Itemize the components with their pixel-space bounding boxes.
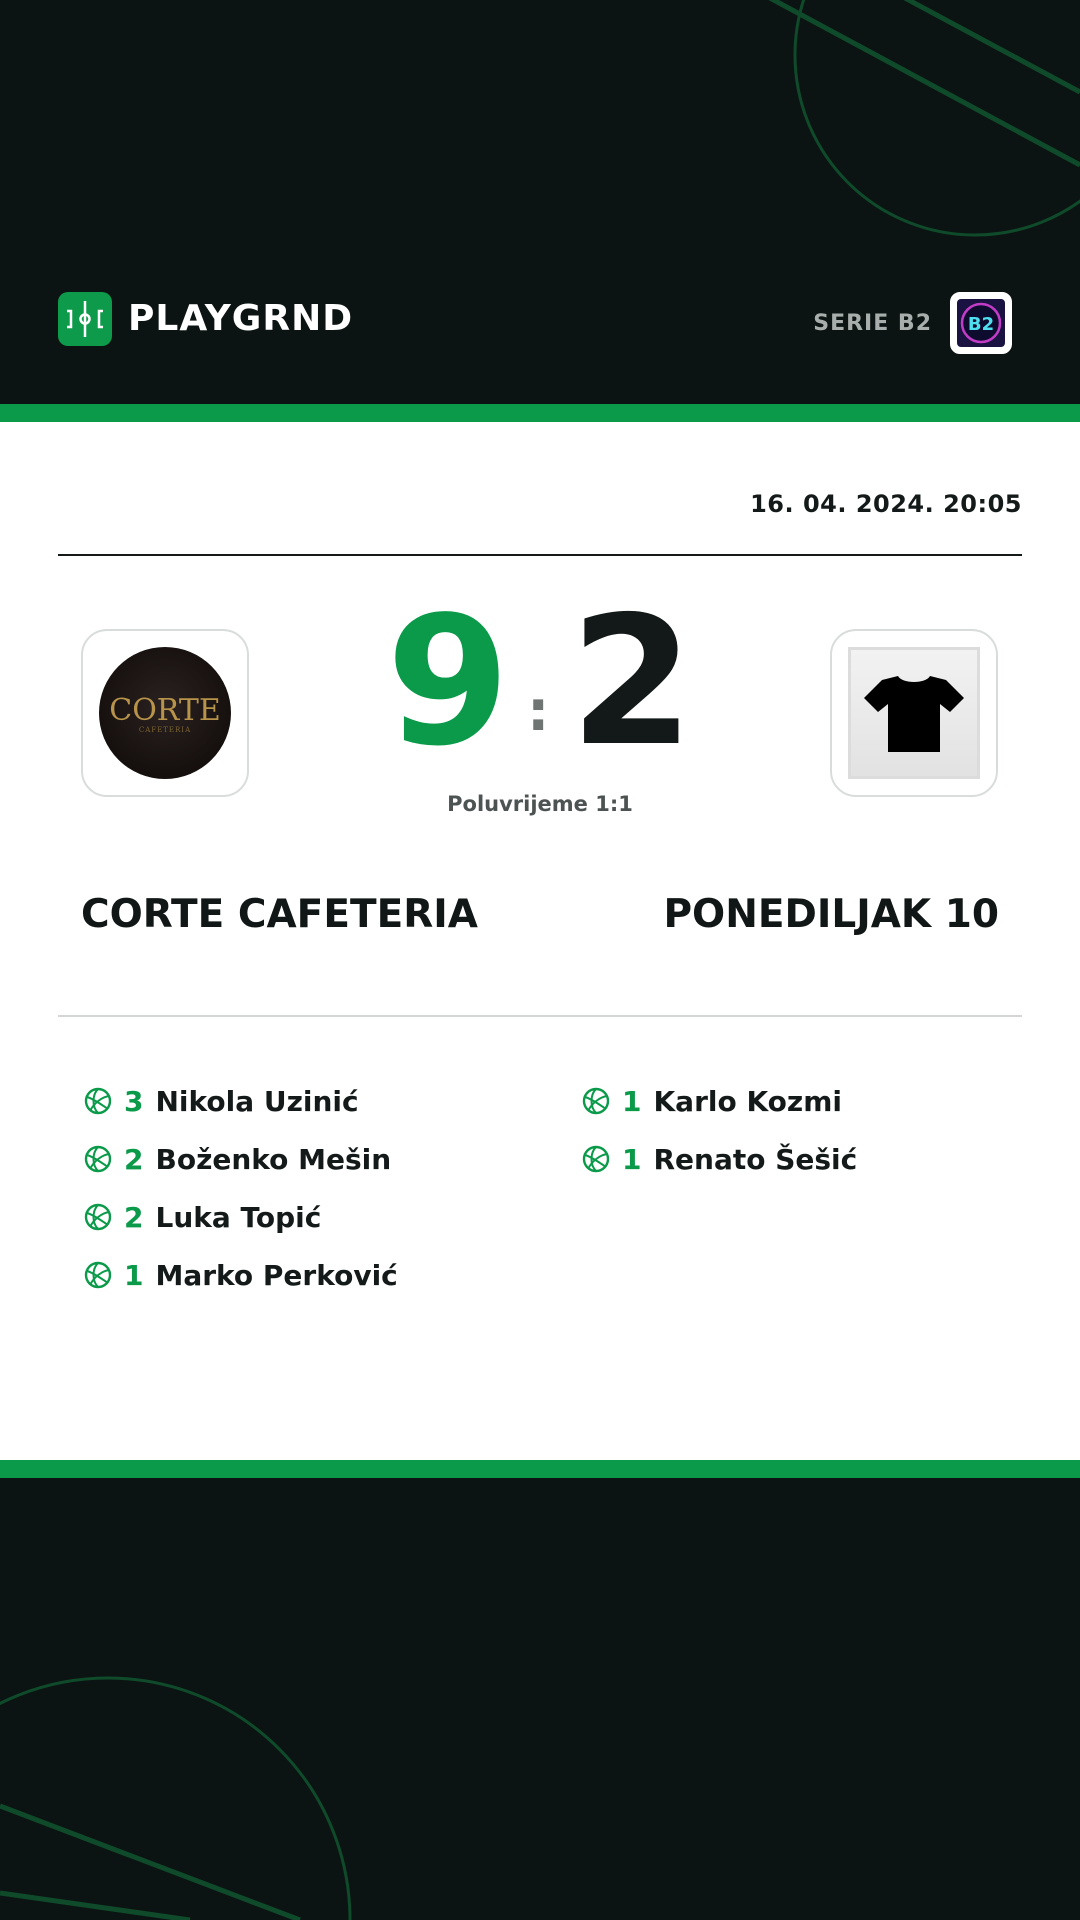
halftime-score: Poluvrijeme 1:1 bbox=[447, 792, 633, 816]
player-name: Boženko Mešin bbox=[155, 1142, 392, 1176]
soccer-ball-icon bbox=[84, 1203, 112, 1231]
player-name: Nikola Uzinić bbox=[155, 1084, 359, 1118]
scorer-row bbox=[84, 1246, 398, 1304]
away-team-logo bbox=[830, 629, 998, 797]
divider bbox=[58, 1015, 1022, 1017]
shirt-icon bbox=[848, 647, 980, 779]
league-badge-text: B2 bbox=[967, 314, 995, 335]
pitch-icon bbox=[58, 292, 112, 346]
player-name: Marko Perković bbox=[155, 1258, 398, 1292]
soccer-ball-icon bbox=[582, 1087, 610, 1115]
goal-count: 1 bbox=[622, 1142, 642, 1176]
home-scorers-list bbox=[84, 1072, 398, 1304]
home-score: 9 bbox=[386, 578, 510, 785]
player-name: Karlo Kozmi bbox=[653, 1084, 842, 1118]
away-scorers-list bbox=[582, 1072, 857, 1188]
soccer-ball-icon bbox=[84, 1087, 112, 1115]
player-name: Luka Topić bbox=[155, 1200, 322, 1234]
brand bbox=[58, 291, 353, 346]
goal-count: 1 bbox=[124, 1258, 144, 1292]
scorer-row bbox=[84, 1188, 398, 1246]
home-logo-text: CORTE bbox=[109, 692, 221, 728]
scorer-row bbox=[84, 1130, 398, 1188]
soccer-ball-icon bbox=[582, 1145, 610, 1173]
scorer-row bbox=[84, 1072, 398, 1130]
league bbox=[813, 292, 1012, 354]
soccer-ball-icon bbox=[84, 1261, 112, 1289]
goal-count: 1 bbox=[622, 1084, 642, 1118]
player-name: Renato Šešić bbox=[653, 1142, 858, 1176]
scorer-row bbox=[582, 1072, 857, 1130]
scorer-row bbox=[582, 1130, 857, 1188]
top-accent-bar bbox=[0, 404, 1080, 422]
goal-count: 2 bbox=[124, 1142, 144, 1176]
bottom-accent-bar bbox=[0, 1460, 1080, 1478]
goal-count: 2 bbox=[124, 1200, 144, 1234]
soccer-ball-icon bbox=[84, 1145, 112, 1173]
result-card bbox=[0, 422, 1080, 1460]
away-score: 2 bbox=[570, 578, 694, 785]
home-team-name: CORTE CAFETERIA bbox=[81, 892, 478, 937]
league-badge bbox=[950, 292, 1012, 354]
match-datetime: 16. 04. 2024. 20:05 bbox=[750, 490, 1022, 518]
away-team-name: PONEDILJAK 10 bbox=[663, 892, 999, 937]
divider bbox=[58, 554, 1022, 556]
goal-count: 3 bbox=[124, 1084, 144, 1118]
brand-name: PLAYGRND bbox=[128, 298, 354, 339]
home-logo-subtext: CAFETERIA bbox=[138, 725, 192, 734]
score-separator: : bbox=[527, 679, 550, 744]
league-name: SERIE B2 bbox=[813, 310, 932, 336]
